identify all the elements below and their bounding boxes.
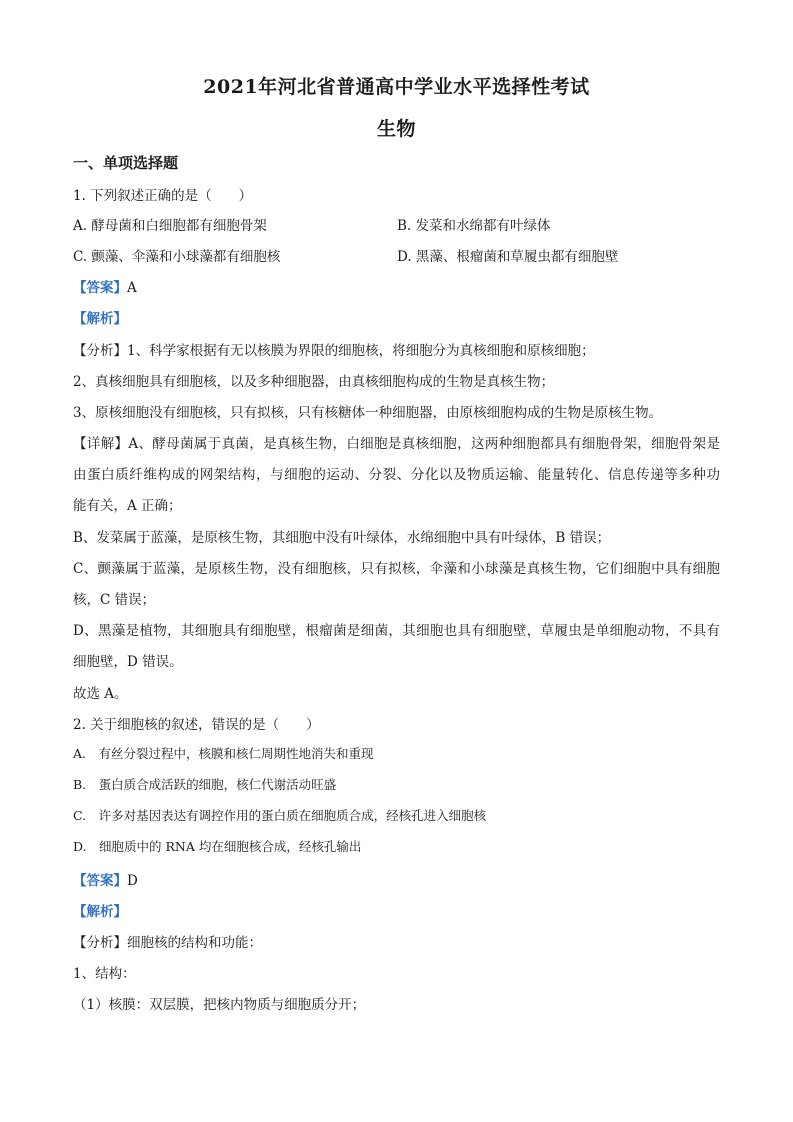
q2-option-a: A. 有丝分裂过程中，核膜和核仁周期性地消失和重现 [73,746,374,761]
q1-option-c: C. 颤藻、伞藻和小球藻都有细胞核 [73,249,281,265]
q1-xiangjie-a2: 由蛋白质纤维构成的网架结构，与细胞的运动、分裂、分化以及物质运输、能量转化、信息传递等多种功 [73,467,720,483]
q1-fenxi-3: 3、原核细胞没有细胞核，只有拟核，只有核糖体一种细胞器，由原核细胞构成的生物是原核生物。 [73,405,663,421]
q1-xiangjie-a1: 【详解】A、酵母菌属于真菌，是真核生物，白细胞是真核细胞，这两种细胞都具有细胞骨架，细胞骨架是 [73,436,721,452]
q1-xiangjie-c2: 核，C 错误； [73,592,156,608]
q1-fenxi-2: 2、真核细胞具有细胞核，以及多种细胞器，由真核细胞构成的生物是真核生物； [73,374,555,390]
answer-tag: 【答案】 [73,280,127,296]
q1-option-b: B. 发菜和水绵都有叶绿体 [397,218,551,234]
q1-conclusion: 故选 A。 [73,686,128,702]
q2-item-1-1: （1）核膜：双层膜，把核内物质与细胞质分开； [73,997,366,1013]
q1-fenxi-1: 【分析】1、科学家根据有无以核膜为界限的细胞核，将细胞分为真核细胞和原核细胞； [73,343,595,359]
q1-analysis-heading [73,307,127,327]
q1-answer [73,276,137,296]
fenxi-tag: 【分析】 [73,935,127,951]
q2-answer [73,869,138,889]
subject-title: 生物 [376,118,416,140]
q1-xiangjie-d1: D、黑藻是植物，其细胞具有细胞壁，根瘤菌是细菌，其细胞也具有细胞壁，草履虫是单细胞动物，不具有 [73,623,720,639]
q1-xiangjie-a3: 能有关，A 正确； [73,498,182,514]
q1-xiangjie-d2: 细胞壁，D 错误。 [73,654,183,670]
q2-item-1: 1、结构： [73,966,136,982]
q2-option-d: D. 细胞质中的 RNA 均在细胞核合成，经核孔输出 [73,839,362,854]
exam-title: 2021年河北省普通高中学业水平选择性考试 [203,76,590,98]
q1-xiangjie-b: B、发菜属于蓝藻，是原核生物，其细胞中没有叶绿体，水绵细胞中具有叶绿体，B 错误； [73,530,611,546]
analysis-tag: 【解析】 [73,904,127,920]
q2-stem: 2. 关于细胞核的叙述，错误的是（ ） [73,717,320,733]
q2-analysis-heading [73,900,127,920]
section-heading: 一、单项选择题 [73,154,179,172]
analysis-tag: 【解析】 [73,311,127,327]
answer-value: D [127,873,138,889]
q1-stem: 1. 下列叙述正确的是（ ） [73,188,253,204]
answer-tag: 【答案】 [73,873,127,889]
xiangjie-tag: 【详解】 [73,436,129,452]
answer-value: A [127,280,137,296]
q1-xiangjie-c1: C、颤藻属于蓝藻，是原核生物，没有细胞核，只有拟核，伞藻和小球藻是真核生物，它们细胞中具有细胞 [73,561,720,577]
q2-option-b: B. 蛋白质合成活跃的细胞，核仁代谢活动旺盛 [73,777,337,792]
q2-fenxi: 【分析】细胞核的结构和功能： [73,935,262,951]
q1-option-d: D. 黑藻、根瘤菌和草履虫都有细胞壁 [397,249,619,265]
q1-option-a: A. 酵母菌和白细胞都有细胞骨架 [73,218,267,234]
q2-option-c: C. 许多对基因表达有调控作用的蛋白质在细胞质合成，经核孔进入细胞核 [73,808,487,823]
fenxi-tag: 【分析】 [73,343,127,359]
